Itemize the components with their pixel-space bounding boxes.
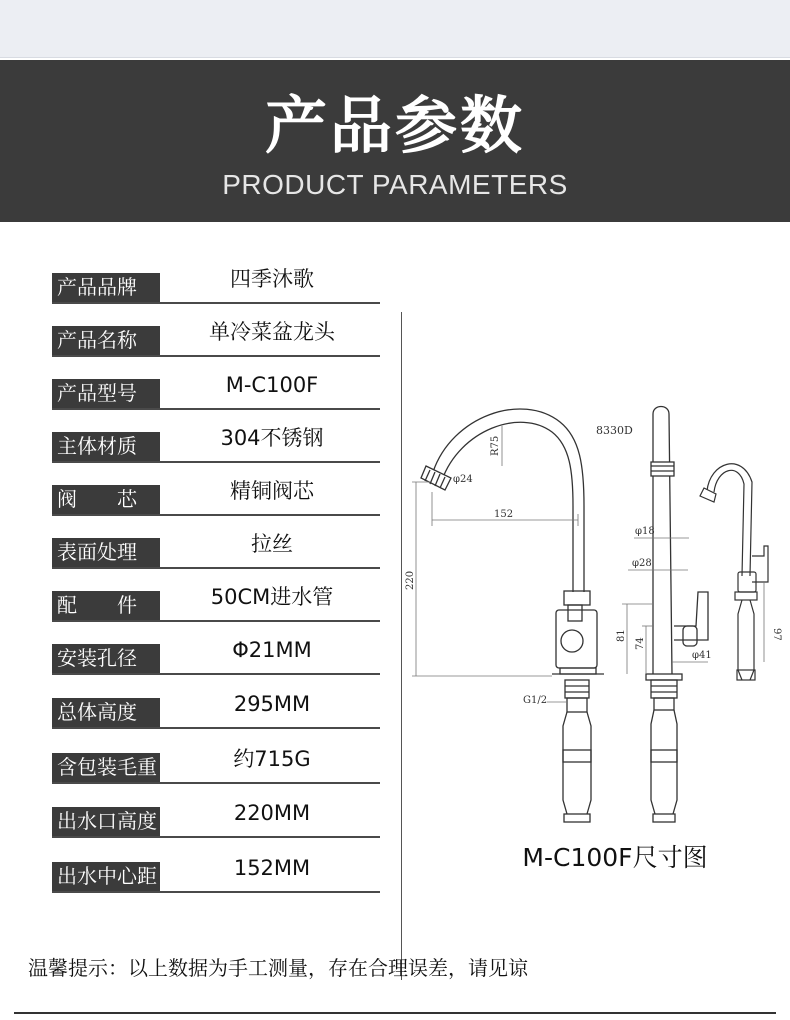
row-underline [52, 514, 380, 516]
param-label: 出水口高度 [52, 807, 160, 836]
param-value: 拉丝 [251, 532, 293, 556]
row-underline [52, 836, 380, 838]
dim-spout-diameter: φ24 [453, 474, 473, 485]
param-row-accessories [52, 570, 380, 622]
param-row-brand [52, 252, 380, 304]
param-label: 产品名称 [52, 326, 160, 355]
row-underline [52, 891, 380, 893]
dim-side-height: 97 [771, 628, 782, 641]
param-value: 304不锈钢 [220, 426, 324, 450]
dim-handle-height-b: 74 [635, 637, 646, 650]
param-row-total-height [52, 677, 380, 729]
param-value: 四季沐歌 [230, 267, 314, 291]
param-value: Φ21MM [232, 638, 312, 662]
dim-thread: G1/2 [523, 695, 548, 706]
dim-handle-height-a: 81 [616, 629, 627, 642]
param-row-gross-weight [52, 732, 380, 784]
dim-body-diameter-top: φ18 [635, 526, 655, 537]
param-row-valve [52, 464, 380, 516]
param-row-surface [52, 517, 380, 569]
row-underline [52, 302, 380, 304]
param-value: 295MM [233, 692, 311, 716]
diagram-caption: M-C100F尺寸图 [522, 843, 708, 872]
param-row-outlet-reach [52, 841, 380, 893]
row-underline [52, 567, 380, 569]
dim-height: 220 [405, 570, 416, 590]
param-label: 阀 芯 [52, 485, 160, 514]
faucet-dimension-drawing [402, 396, 790, 826]
dim-radius: R75 [490, 435, 501, 456]
param-row-outlet-height [52, 786, 380, 838]
top-strip [0, 0, 790, 58]
param-label: 总体高度 [52, 698, 160, 727]
row-underline [52, 408, 380, 410]
param-label: 表面处理 [52, 538, 160, 567]
param-row-material [52, 411, 380, 463]
param-label: 主体材质 [52, 432, 160, 461]
param-label: 出水中心距 [52, 862, 160, 891]
row-underline [52, 727, 380, 729]
param-value: 220MM [233, 801, 311, 825]
page-title: 产品参数 [264, 89, 525, 162]
param-label: 产品型号 [52, 379, 160, 408]
param-label: 产品品牌 [52, 273, 160, 302]
dim-body-diameter-mid: φ28 [632, 558, 652, 569]
param-value: 单冷菜盆龙头 [209, 320, 335, 344]
param-row-product-name [52, 305, 380, 357]
bottom-divider [14, 1012, 776, 1014]
param-row-model [52, 358, 380, 410]
row-underline [52, 461, 380, 463]
dim-base-diameter: φ41 [692, 650, 712, 661]
param-value: 约715G [233, 747, 311, 771]
row-underline [52, 620, 380, 622]
param-value: M-C100F [225, 373, 319, 397]
param-value: 50CM进水管 [210, 585, 334, 609]
row-underline [52, 673, 380, 675]
param-value: 精铜阀芯 [230, 479, 314, 503]
page-subtitle: PRODUCT PARAMETERS [222, 169, 568, 200]
row-underline [52, 355, 380, 357]
param-label: 配 件 [52, 591, 160, 620]
model-code: 8330D [596, 424, 633, 437]
param-label: 含包装毛重 [52, 753, 160, 782]
param-label: 安装孔径 [52, 644, 160, 673]
dim-reach: 152 [494, 509, 514, 520]
param-value: 152MM [233, 856, 311, 880]
param-row-hole-size [52, 623, 380, 675]
row-underline [52, 782, 380, 784]
measurement-notice: 温馨提示：以上数据为手工测量，存在合理误差，请见谅 [28, 956, 528, 980]
